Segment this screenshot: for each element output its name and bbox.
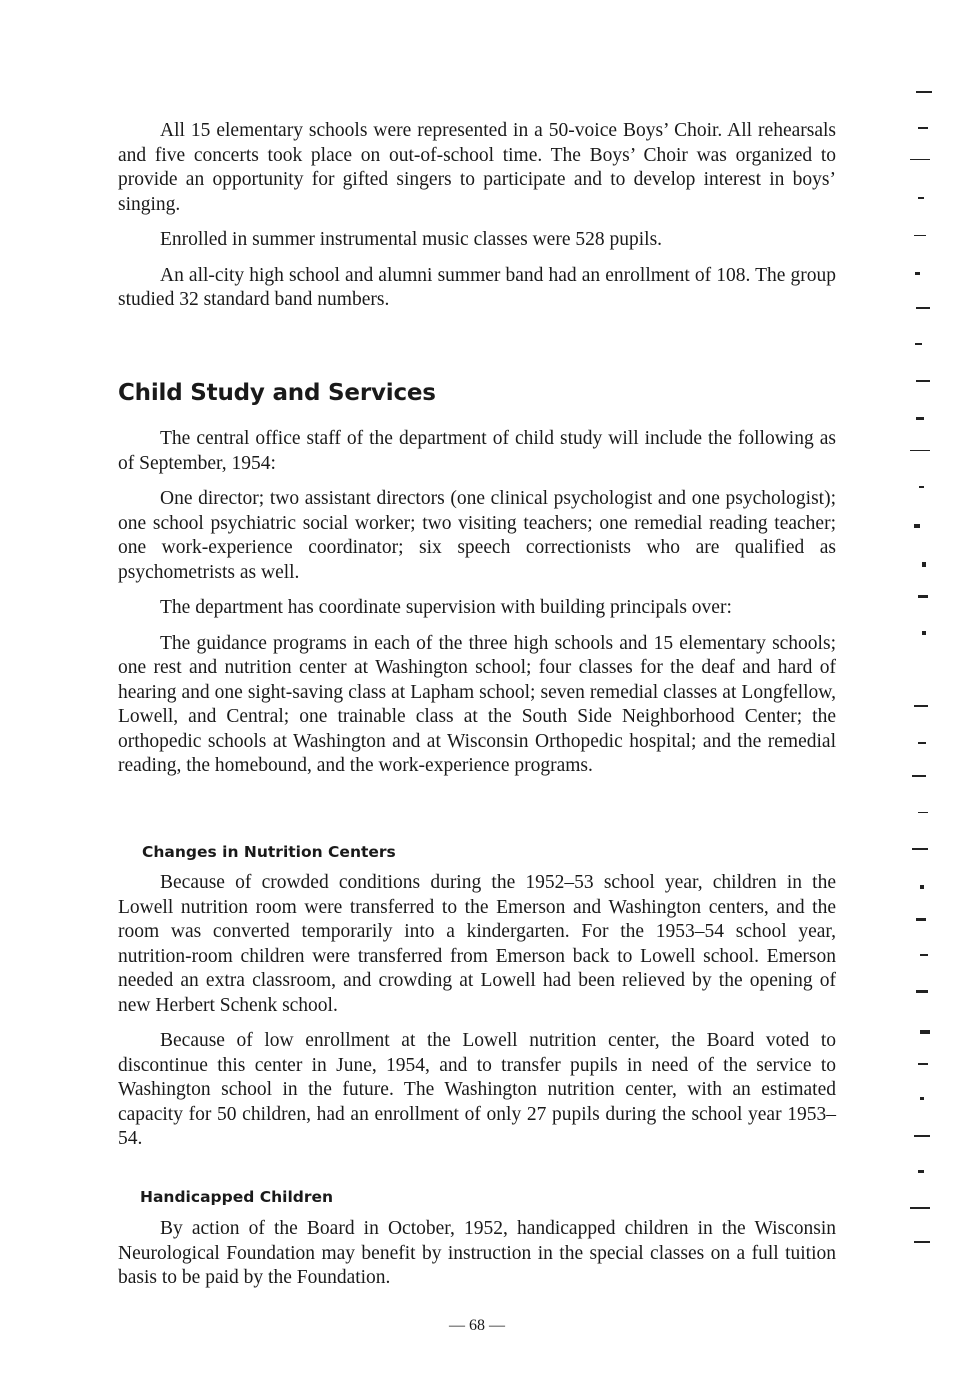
child-study-block (118, 427, 836, 779)
section-heading-child-study: Child Study and Services (118, 380, 436, 406)
paragraph-boys-choir: All 15 elementary schools were represented in a 50-voice Boys’ Choir. All rehearsals and five concerts took place on out-of-school time. The Boys’ Choir was organized to provide an opportunity for gifted singers to participate and to develop interest in boys’ singing. (118, 120, 836, 215)
paragraph-coordinate-supervision: The department has coordinate supervision with building principals over: (160, 597, 732, 618)
intro-block (118, 119, 836, 313)
nutrition-block (118, 871, 836, 1152)
binding-edge-marks (894, 0, 954, 1380)
paragraph-summer-instrumental: Enrolled in summer instrumental music classes were 528 pupils. (160, 229, 663, 250)
subheading-nutrition-centers: Changes in Nutrition Centers (142, 843, 396, 861)
page-number: — 68 — (449, 1317, 505, 1334)
paragraph-crowded-conditions: Because of crowded conditions during the 1952–53 school year, children in the Lowell nutrition room were transferred to the Emerson and Washington centers, and the room was converted temporarily into a kindergarten. For the 1953–54 school year, nutrition-room children were transferred from Emerson back to Lowell school. Emerson needed an extra classroom, and crowding at Lowell had been relieved by the opening of new Herbert Schenk school. (118, 872, 836, 1016)
paragraph-staff-list: One director; two assistant directors (one clinical psychologist and one psychologist); one school psychiatric social worker; two visiting teachers; one remedial reading teacher; one work-experience coordinator; six speech correctionists who are qualified as psychometrists as well. (118, 488, 836, 583)
paragraph-board-action: By action of the Board in October, 1952, handicapped children in the Wisconsin Neurological Foundation may benefit by instruction in the special classes on a full tuition basis to be paid by the Foundation. (118, 1218, 836, 1288)
paragraph-central-office: The central office staff of the department of child study will include the following as of September, 1954: (118, 428, 836, 474)
handicapped-block (118, 1217, 836, 1291)
paragraph-guidance-programs: The guidance programs in each of the three high schools and 15 elementary schools; one rest and nutrition center at Washington school; four classes for the deaf and hard of hearing and one sight-saving class at Lapham school; seven remedial classes at Longfellow, Lowell, and Central; one trainable class at the South Side Neighborhood Center; the orthopedic schools at Washington and at Wisconsin Orthopedic hospital; and the remedial reading, the homebound, and the work-experience programs. (118, 632, 836, 776)
subheading-handicapped-children: Handicapped Children (140, 1188, 334, 1206)
paragraph-low-enrollment: Because of low enrollment at the Lowell nutrition center, the Board voted to discontinue this center in June, 1954, and to transfer pupils in need of the service to Washington school in the future. The Washington nutrition center, with an estimated capacity for 50 children, had an enrollment of only 27 pupils during the school year 1953–54. (118, 1030, 836, 1149)
paragraph-summer-band: An all-city high school and alumni summer band had an enrollment of 108. The group studied 32 standard band numbers. (118, 264, 836, 310)
